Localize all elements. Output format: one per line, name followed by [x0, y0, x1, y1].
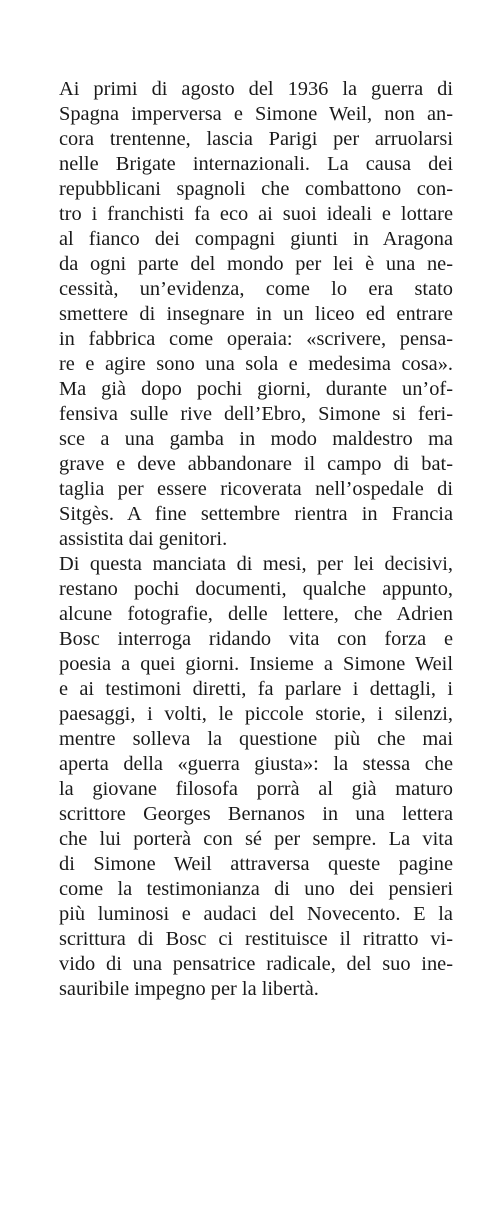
- text-line: Sitgès. A fine settembre rientra in Francia: [59, 503, 453, 525]
- text-line: restano pochi documenti, qualche appunto,: [59, 578, 453, 600]
- text-line: Bosc interroga ridando vita con forza e: [59, 628, 453, 650]
- text-line: in fabbrica come operaia: «scrivere, pensa-: [59, 328, 453, 350]
- text-line: mentre solleva la questione più che mai: [59, 728, 453, 750]
- text-line: al fianco dei compagni giunti in Aragona: [59, 228, 453, 250]
- text-line: vido di una pensatrice radicale, del suo ine-: [59, 953, 453, 975]
- text-line: re e agire sono una sola e medesima cosa».: [59, 353, 453, 375]
- synopsis-text: [59, 77, 453, 1002]
- text-line: Di questa manciata di mesi, per lei decisivi,: [59, 553, 453, 575]
- text-line: cora trentenne, lascia Parigi per arruolarsi: [59, 128, 453, 150]
- text-line: Spagna imperversa e Simone Weil, non an-: [59, 103, 453, 125]
- paragraph-2: [59, 552, 453, 1002]
- text-line: come la testimonianza di uno dei pensieri: [59, 878, 453, 900]
- text-line: fensiva sulle rive dell’Ebro, Simone si feri-: [59, 403, 453, 425]
- text-line: repubblicani spagnoli che combattono con-: [59, 178, 453, 200]
- text-line: smettere di insegnare in un liceo ed entrare: [59, 303, 453, 325]
- text-line: sauribile impegno per la libertà.: [59, 978, 319, 1000]
- text-line: e ai testimoni diretti, fa parlare i dettagli, i: [59, 678, 453, 700]
- text-line: poesia a quei giorni. Insieme a Simone Weil: [59, 653, 453, 675]
- text-line: aperta della «guerra giusta»: la stessa che: [59, 753, 453, 775]
- text-line: Ai primi di agosto del 1936 la guerra di: [59, 78, 453, 100]
- text-line: nelle Brigate internazionali. La causa dei: [59, 153, 453, 175]
- text-line: più luminosi e audaci del Novecento. E la: [59, 903, 453, 925]
- text-line: assistita dai genitori.: [59, 528, 228, 550]
- paragraph-1: [59, 77, 453, 552]
- text-line: grave e deve abbandonare il campo di bat-: [59, 453, 453, 475]
- text-line: paesaggi, i volti, le piccole storie, i silenzi,: [59, 703, 453, 725]
- text-line: scrittura di Bosc ci restituisce il ritratto vi-: [59, 928, 453, 950]
- text-line: la giovane filosofa porrà al già maturo: [59, 778, 453, 800]
- text-line: alcune fotografie, delle lettere, che Adrien: [59, 603, 453, 625]
- text-line: sce a una gamba in modo maldestro ma: [59, 428, 453, 450]
- text-line: taglia per essere ricoverata nell’ospedale di: [59, 478, 453, 500]
- text-line: tro i franchisti fa eco ai suoi ideali e lottare: [59, 203, 453, 225]
- text-line: cessità, un’evidenza, come lo era stato: [59, 278, 453, 300]
- text-line: che lui porterà con sé per sempre. La vita: [59, 828, 453, 850]
- text-line: da ogni parte del mondo per lei è una ne-: [59, 253, 453, 275]
- text-line: Ma già dopo pochi giorni, durante un’of-: [59, 378, 453, 400]
- text-line: di Simone Weil attraversa queste pagine: [59, 853, 453, 875]
- text-line: scrittore Georges Bernanos in una lettera: [59, 803, 453, 825]
